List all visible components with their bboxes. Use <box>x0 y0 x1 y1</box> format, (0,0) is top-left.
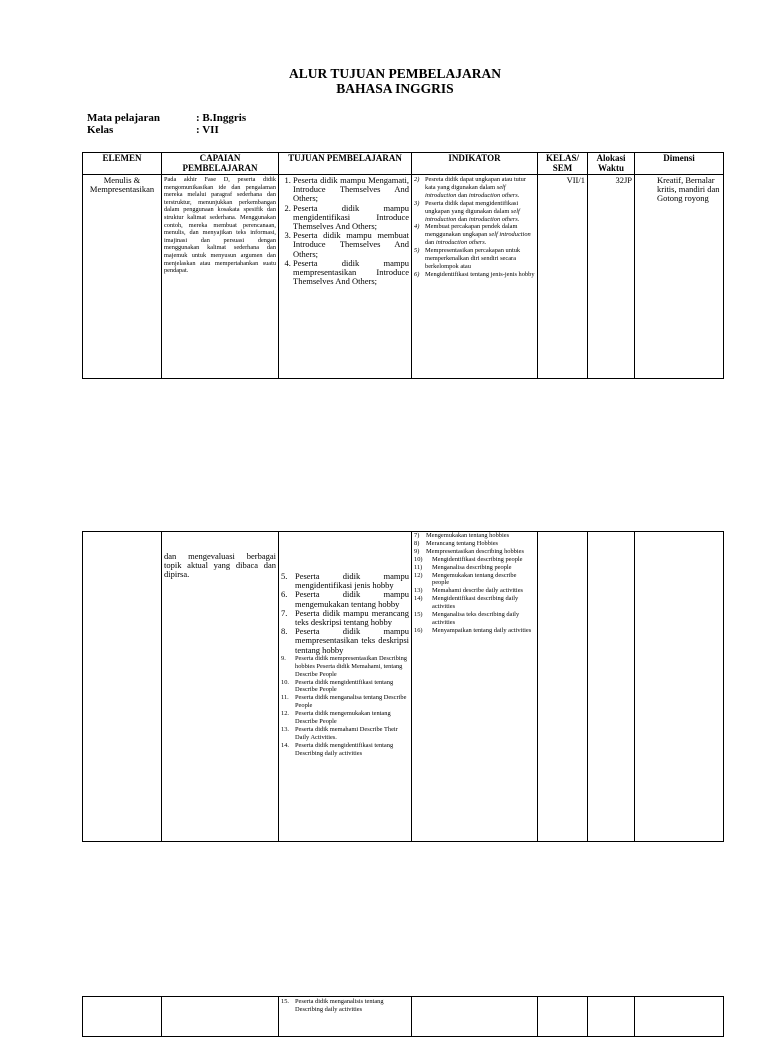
item-text: Mengidentifikasi tentang jenis-jenis hobby <box>425 270 535 278</box>
item-italic: self introduction <box>425 183 506 199</box>
list-item: 3. Peserta didik mampu membuat Introduce Themselves And Others; <box>293 231 409 259</box>
list-item <box>414 587 535 595</box>
item-text: Menganalisa describing people <box>432 563 512 571</box>
cell-capaian <box>162 997 279 1037</box>
item-number: 6) <box>414 270 420 278</box>
item-text: Pesreta didik dapat ungkapan atau tutur kata yang digunakan dalam <box>425 176 526 191</box>
list-item: 2. Peserta didik mampu mengidentifikasi Introduce Themselves And Others; <box>293 204 409 232</box>
list-item <box>414 176 535 200</box>
list-item <box>281 609 409 627</box>
item-number: 11. <box>281 694 289 702</box>
item-text: Membuat percakapan pendek dalam menggunakan ungkapan <box>425 223 518 239</box>
item-text: Peserta didik mengidentifikasi tentang Describing daily activities <box>295 741 394 757</box>
cell-kelas: VII/1 <box>538 175 588 379</box>
list-item <box>281 679 409 695</box>
item-text: Peserta didik menganalisa tentang Describe People <box>295 694 407 710</box>
item-number: 6. <box>281 589 288 600</box>
item-text: Mempresentasikan percakapan untuk memperkenalkan diri sendiri secara berkelompok atau <box>425 247 521 270</box>
cell-dimensi: Kreatif, Bernalar kritis, mandiri dan Gotong royong <box>635 175 724 379</box>
item-text: Memahami describe daily activities <box>432 587 524 595</box>
table-row <box>83 997 724 1037</box>
item-number: 13. <box>281 725 289 733</box>
item-number: 10. <box>281 678 289 686</box>
list-item <box>281 710 409 726</box>
item-number: 5. <box>281 571 288 581</box>
header-capaian: CAPAIAN PEMBELAJARAN <box>162 153 279 175</box>
cell-kelas <box>538 997 588 1037</box>
item-text: Peserta didik mengemukakan tentang Describe People <box>295 710 391 726</box>
item-number: 9) <box>414 547 420 555</box>
document-subtitle: BAHASA INGGRIS <box>336 81 454 96</box>
item-number: 13) <box>414 587 423 595</box>
learning-flow-table-continued <box>82 531 724 842</box>
list-item <box>281 694 409 710</box>
item-number: 14. <box>281 741 289 749</box>
tujuan-list <box>281 572 409 758</box>
item-text: Mengidentifikasi describing people <box>432 555 523 563</box>
list-item <box>281 742 409 758</box>
cell-dimensi <box>635 532 724 842</box>
item-number: 7) <box>414 532 420 539</box>
cell-dimensi <box>635 997 724 1037</box>
item-text: Mengemukakan tentang hobbies <box>426 532 510 539</box>
item-number: 3) <box>414 199 420 207</box>
item-italic: introduction others. <box>435 239 487 247</box>
meta-subject-label: Mata pelajaran <box>87 112 161 124</box>
header-tujuan: TUJUAN PEMBELAJARAN <box>279 153 412 175</box>
item-number: 2) <box>414 176 420 183</box>
item-number: 5) <box>414 247 420 255</box>
item-text: dan <box>456 215 469 223</box>
item-text: Merancang tentang Hobbies <box>426 539 499 547</box>
list-item <box>281 590 409 608</box>
list-item <box>414 223 535 247</box>
item-number: 12. <box>281 710 289 718</box>
item-text: Peserta didik mampu mempresentasikan teks deskripsi tentang hobby <box>295 626 409 655</box>
cell-capaian: Pada akhir Fase D, peserta didik mengomunikasikan ide dan pengalaman mereka melalui paragraf sederhana dan terstruktur, menunjukkan perkembangan dalam penggunaan kosakata spesifik dan struktur kalimat sederhana. Menggunakan contoh, mereka membuat perencanaan, menulis, dan menyajikan teks informasi, imajinasi dan persuasi dengan menggunakan kalimat sederhana dan majemuk untuk menyusun argumen dan menjelaskan atau mempertahankan suatu pendapat. <box>162 175 279 379</box>
item-text: Menyampaikan tentang daily activities <box>432 626 532 634</box>
list-item <box>414 556 535 564</box>
item-text: Peserta didik mampu mengemukakan tentang hobby <box>295 589 409 609</box>
item-text: Peserta didik mengidentifikasi tentang Describe People <box>295 678 394 694</box>
list-item <box>414 564 535 572</box>
item-number: 7. <box>281 607 288 618</box>
table-header-row <box>83 153 724 175</box>
list-item <box>281 627 409 655</box>
list-item <box>414 540 535 548</box>
cell-tujuan <box>279 175 412 379</box>
item-number: 16) <box>414 626 423 634</box>
item-text: Mengemukakan tentang describe people <box>432 571 517 587</box>
item-number: 11) <box>414 563 423 571</box>
list-item <box>281 655 409 679</box>
header-dimensi: Dimensi <box>635 153 724 175</box>
list-item <box>414 271 535 279</box>
tujuan-list <box>281 176 409 286</box>
cell-indikator <box>412 175 538 379</box>
cell-tujuan <box>279 997 412 1037</box>
list-item <box>414 200 535 224</box>
meta-class <box>87 124 219 136</box>
item-text: dan <box>456 191 469 199</box>
item-text: Peserta didik mempresentasikan Describing hobbies Peserta didik Memahami, tentang Describe People <box>295 654 407 678</box>
indikator-list <box>414 532 535 635</box>
list-item <box>281 572 409 590</box>
item-italic: self introduction <box>425 207 520 223</box>
list-item <box>414 572 535 588</box>
list-item <box>414 548 535 556</box>
item-text: Peserta didik memahami Describe Their Daily Activities. <box>295 725 398 741</box>
header-kelas: KELAS/ SEM <box>538 153 588 175</box>
meta-subject <box>87 112 246 124</box>
item-text: Mengidentifikasi describing daily activities <box>432 595 519 611</box>
learning-flow-table-page3 <box>82 996 724 1037</box>
item-text: Mempresentasikan describing hobbies <box>426 547 524 555</box>
item-number: 12) <box>414 571 423 579</box>
cell-elemen <box>83 997 162 1037</box>
cell-alokasi <box>588 997 635 1037</box>
table-row <box>83 532 724 842</box>
item-text: Menganalisa teks describing daily activities <box>432 611 520 626</box>
list-item: 4. Peserta didik mampu mempresentasikan Introduce Themselves And Others; <box>293 259 409 287</box>
item-number: 15. <box>281 998 289 1005</box>
item-italic: introduction others. <box>468 191 520 199</box>
document-title: ALUR TUJUAN PEMBELAJARAN <box>288 66 501 81</box>
meta-subject-value: : B.Inggris <box>196 112 247 124</box>
list-item <box>414 611 535 627</box>
cell-elemen: Menulis & Mempresentasikan <box>83 175 162 379</box>
item-text: Peserta didik dapat mengidentifikasi ungkapan yang digunakan dalam <box>425 199 519 215</box>
cell-alokasi: 32JP <box>588 175 635 379</box>
cell-indikator <box>412 997 538 1037</box>
item-number: 9. <box>281 654 286 662</box>
item-number: 4) <box>414 223 420 231</box>
cell-indikator <box>412 532 538 842</box>
item-text: Peserta didik mampu mengidentifikasi jenis hobby <box>295 571 409 591</box>
cell-kelas <box>538 532 588 842</box>
list-item <box>414 532 535 540</box>
cell-tujuan <box>279 532 412 842</box>
meta-class-label: Kelas <box>87 124 114 136</box>
item-number: 8) <box>414 539 420 547</box>
list-item <box>281 998 409 1014</box>
cell-capaian: dan mengevaluasi berbagai topik aktual yang dibaca dan dipirsa. <box>162 532 279 842</box>
indikator-list <box>414 176 535 279</box>
header-alokasi: Alokasi Waktu <box>588 153 635 175</box>
item-text: dan <box>425 239 436 247</box>
item-text: Peserta didik mampu merancang teks deskripsi tentang hobby <box>295 607 409 628</box>
list-item <box>414 595 535 611</box>
item-number: 10) <box>414 555 423 563</box>
item-italic: introduction others. <box>468 215 520 223</box>
list-item <box>414 627 535 635</box>
item-text: Peserta didik menganalisis tentang Describing daily activities <box>295 998 384 1013</box>
cell-alokasi <box>588 532 635 842</box>
item-italic: self introduction <box>488 231 531 239</box>
table-row <box>83 175 724 379</box>
learning-flow-table <box>82 152 724 379</box>
list-item <box>281 726 409 742</box>
list-item <box>414 247 535 271</box>
header-elemen: ELEMEN <box>83 153 162 175</box>
meta-class-value: : VII <box>196 124 219 136</box>
item-number: 14) <box>414 595 423 603</box>
item-number: 8. <box>281 626 288 637</box>
list-item: 1. Peserta didik mampu Mengamati, Introduce Themselves And Others; <box>293 176 409 204</box>
header-indikator: INDIKATOR <box>412 153 538 175</box>
item-number: 15) <box>414 611 423 619</box>
cell-elemen <box>83 532 162 842</box>
